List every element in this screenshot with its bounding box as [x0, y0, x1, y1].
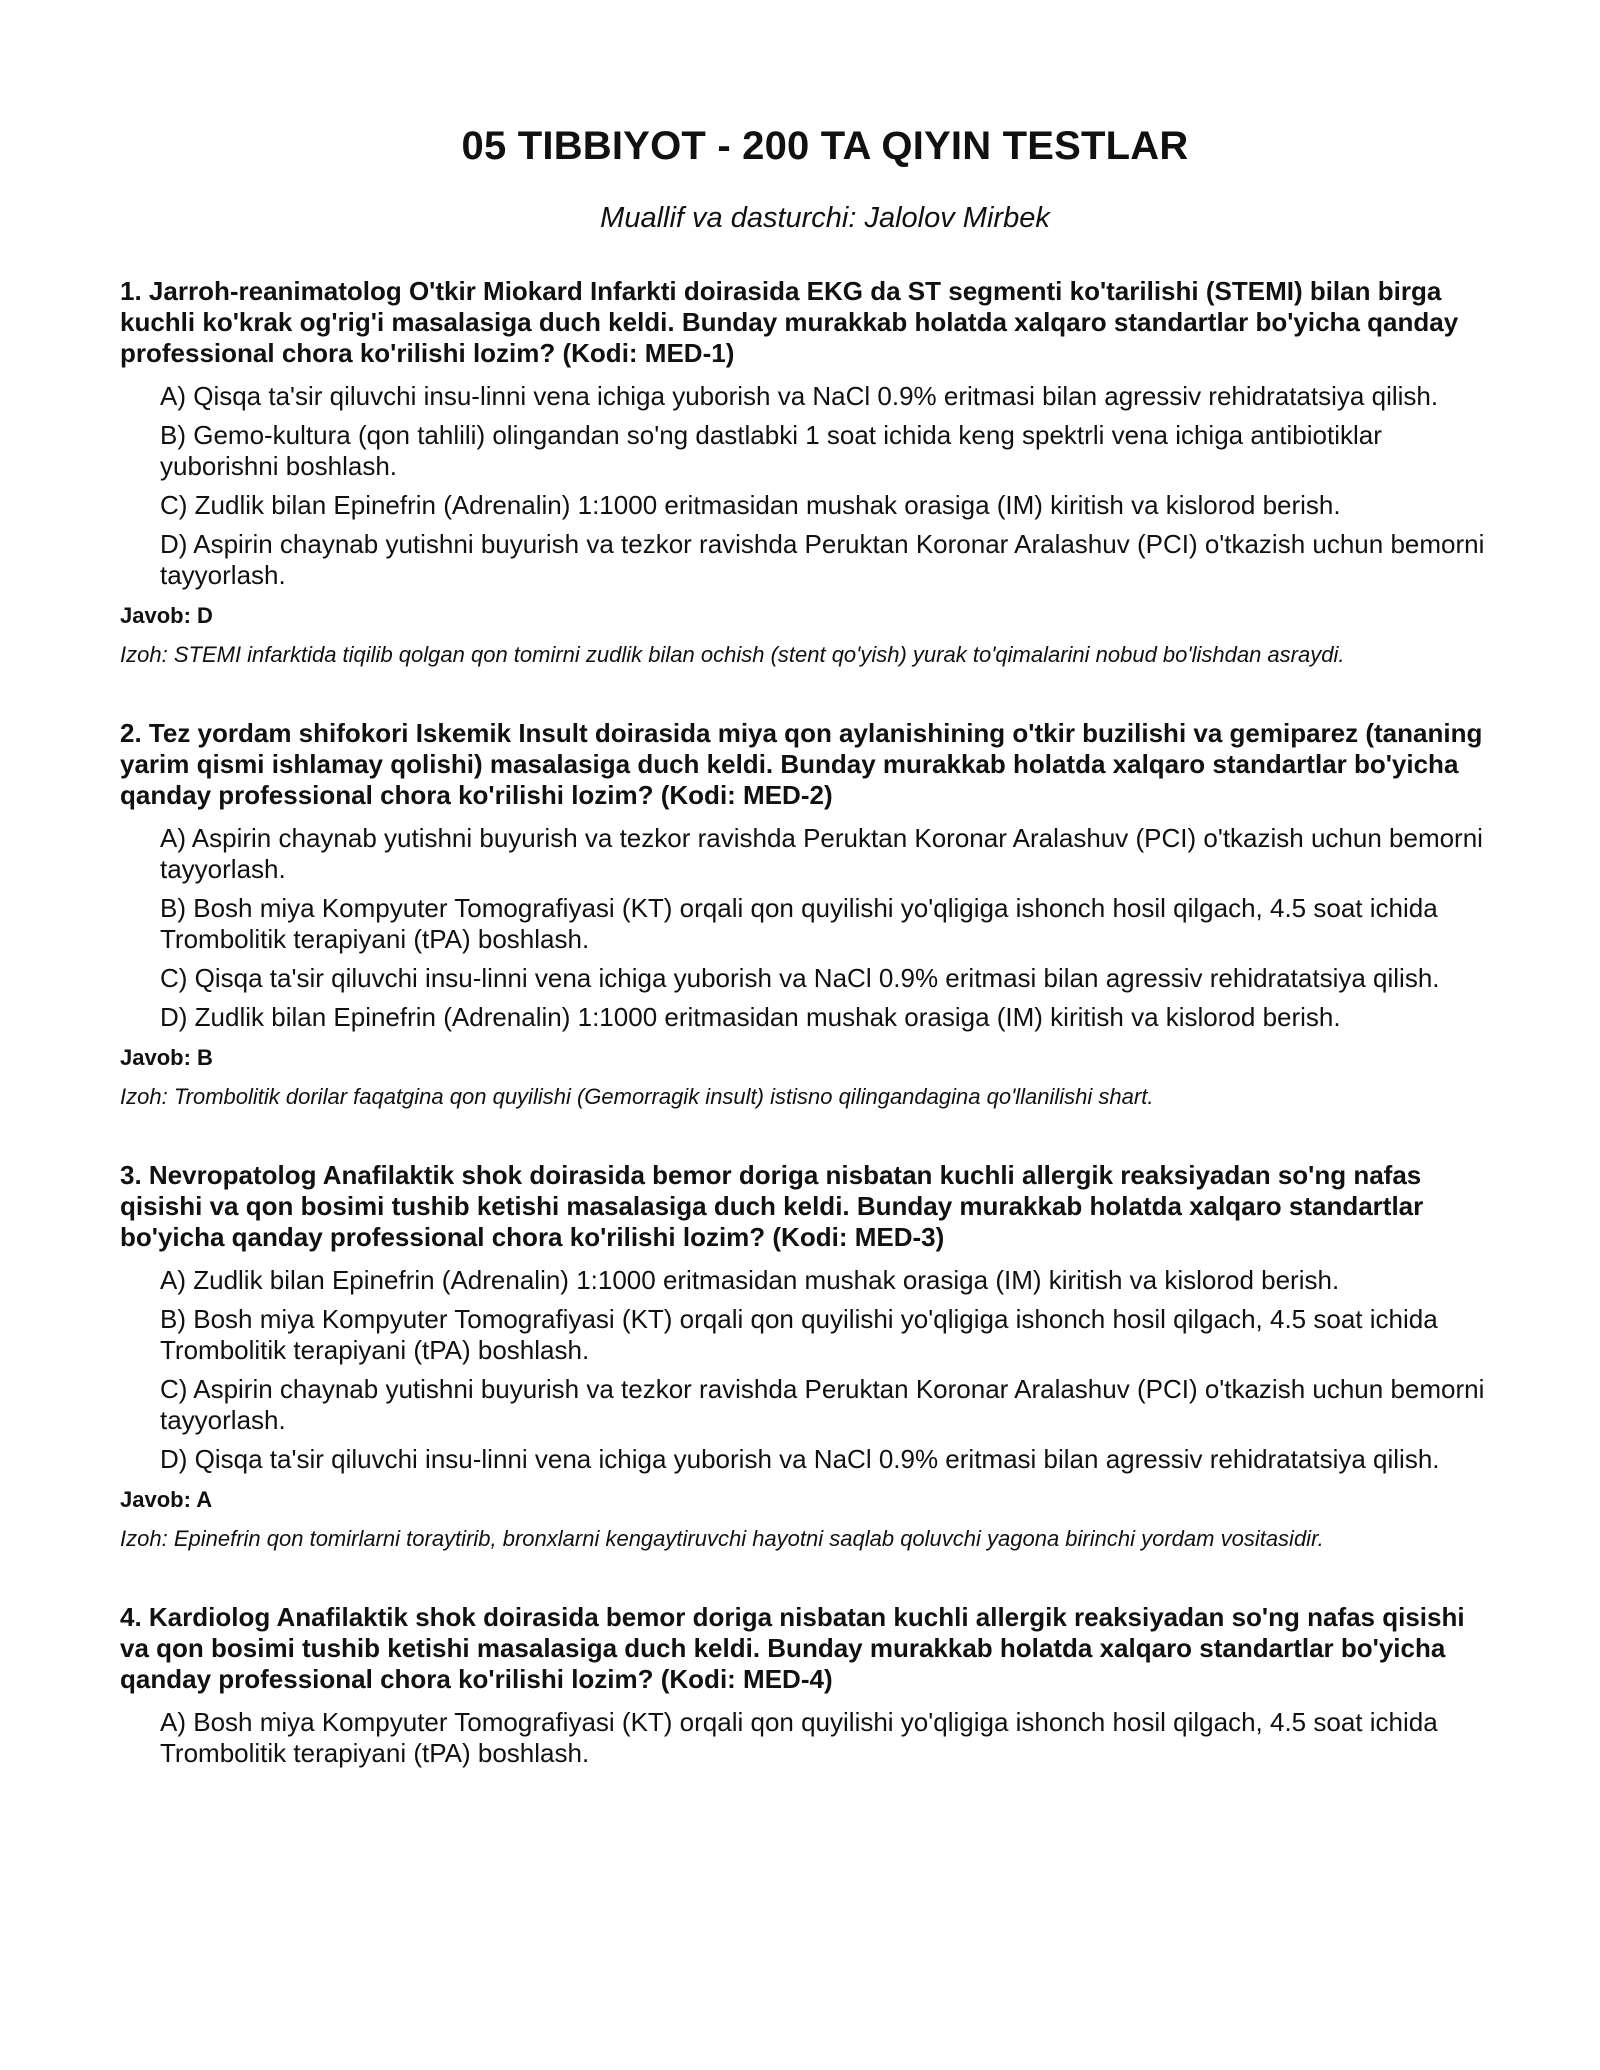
option-b: B) Bosh miya Kompyuter Tomografiyasi (KT) orqali qon quyilishi yo'qligiga ishonch hosil qilgach, 4.5 soat ichida Trombolitik terapiyani (tPA) boshlash. — [160, 1304, 1438, 1365]
option-b: B) Bosh miya Kompyuter Tomografiyasi (KT) orqali qon quyilishi yo'qligiga ishonch hosil qilgach, 4.5 soat ichida Trombolitik terapiyani (tPA) boshlash. — [160, 893, 1438, 954]
answer-label: Javob: — [120, 1487, 191, 1512]
question-text: 1. Jarroh-reanimatolog O'tkir Miokard Infarkti doirasida EKG da ST segmenti ko'tarilishi (STEMI) bilan birga kuchli ko'krak og'rig'i masalasiga duch keldi. Bunday murakkab holatda xalqaro standartlar bo'yicha qanday professional chora ko'rilishi lozim? (Kodi: MED-1) — [120, 276, 1459, 368]
option-list — [160, 1707, 1490, 1769]
option-b: B) Gemo-kultura (qon tahlili) olingandan so'ng dastlabki 1 soat ichida keng spektrli vena ichiga antibiotiklar yuborishni boshlash. — [160, 420, 1382, 481]
option-a: A) Aspirin chaynab yutishni buyurish va tezkor ravishda Peruktan Koronar Aralashuv (PCI) o'tkazish uchun bemorni tayyorlash. — [160, 823, 1483, 884]
answer-value: A — [196, 1487, 213, 1512]
answer-line — [120, 601, 1490, 631]
question-text: 4. Kardiolog Anafilaktik shok doirasida bemor doriga nisbatan kuchli allergik reaksiyadan so'ng nafas qisishi va qon bosimi tushib ketishi masalasiga duch keldi. Bunday murakkab holatda xalqaro standartlar bo'yicha qanday professional chora ko'rilishi lozim? (Kodi: MED-4) — [120, 1602, 1465, 1694]
explanation-label: Izoh: — [120, 1526, 168, 1551]
option-d: D) Zudlik bilan Epinefrin (Adrenalin) 1:1000 eritmasidan mushak orasiga (IM) kiritish va kislorod berish. — [160, 1002, 1341, 1032]
document-title: 05 TIBBIYOT - 200 TA QIYIN TESTLAR — [461, 124, 1189, 168]
answer-line — [120, 1043, 1490, 1073]
option-a: A) Bosh miya Kompyuter Tomografiyasi (KT) orqali qon quyilishi yo'qligiga ishonch hosil qilgach, 4.5 soat ichida Trombolitik terapiyani (tPA) boshlash. — [160, 1707, 1438, 1768]
answer-value: D — [197, 603, 213, 628]
answer-line — [120, 1485, 1490, 1515]
explanation-text: STEMI infarktida tiqilib qolgan qon tomirni zudlik bilan ochish (stent qo'yish) yurak to'qimalarini nobud bo'lishdan asraydi. — [173, 642, 1345, 667]
option-a: A) Zudlik bilan Epinefrin (Adrenalin) 1:1000 eritmasidan mushak orasiga (IM) kiritish va kislorod berish. — [160, 1265, 1340, 1295]
question-text: 2. Tez yordam shifokori Iskemik Insult doirasida miya qon aylanishining o'tkir buzilishi va gemiparez (tananing yarim qismi ishlamay qolishi) masalasiga duch keldi. Bunday murakkab holatda xalqaro standartlar bo'yicha qanday professional chora ko'rilishi lozim? (Kodi: MED-2) — [120, 718, 1483, 810]
answer-label: Javob: — [120, 1045, 191, 1070]
option-list — [160, 381, 1490, 591]
explanation-line — [120, 1081, 1490, 1112]
option-d: D) Qisqa ta'sir qiluvchi insu-linni vena ichiga yuborish va NaCl 0.9% eritmasi bilan agressiv rehidratatsiya qilish. — [160, 1444, 1440, 1474]
question-text: 3. Nevropatolog Anafilaktik shok doirasida bemor doriga nisbatan kuchli allergik reaksiyadan so'ng nafas qisishi va qon bosimi tushib ketishi masalasiga duch keldi. Bunday murakkab holatda xalqaro standartlar bo'yicha qanday professional chora ko'rilishi lozim? (Kodi: MED-3) — [120, 1160, 1424, 1252]
option-list — [160, 823, 1490, 1033]
answer-value: B — [197, 1045, 213, 1070]
question-list — [120, 276, 1490, 1769]
explanation-line — [120, 1523, 1490, 1554]
explanation-text: Epinefrin qon tomirlarni toraytirib, bronxlarni kengaytiruvchi hayotni saqlab qoluvchi yagona birinchi yordam vositasidir. — [173, 1526, 1324, 1551]
explanation-label: Izoh: — [120, 1084, 168, 1109]
document-page — [120, 118, 1490, 1817]
option-list — [160, 1265, 1490, 1475]
question-item — [120, 1602, 1490, 1769]
question-item — [120, 276, 1490, 670]
document-author: Muallif va dasturchi: Jalolov Mirbek — [600, 202, 1050, 234]
question-item — [120, 1160, 1490, 1554]
answer-label: Javob: — [120, 603, 191, 628]
explanation-text: Trombolitik dorilar faqatgina qon quyilishi (Gemorragik insult) istisno qilingandagina qo'llanilishi shart. — [173, 1084, 1154, 1109]
option-d: D) Aspirin chaynab yutishni buyurish va tezkor ravishda Peruktan Koronar Aralashuv (PCI) o'tkazish uchun bemorni tayyorlash. — [160, 529, 1485, 590]
option-c: C) Zudlik bilan Epinefrin (Adrenalin) 1:1000 eritmasidan mushak orasiga (IM) kiritish va kislorod berish. — [160, 490, 1341, 520]
question-item — [120, 718, 1490, 1112]
option-a: A) Qisqa ta'sir qiluvchi insu-linni vena ichiga yuborish va NaCl 0.9% eritmasi bilan agressiv rehidratatsiya qilish. — [160, 381, 1439, 411]
explanation-label: Izoh: — [120, 642, 168, 667]
option-c: C) Aspirin chaynab yutishni buyurish va tezkor ravishda Peruktan Koronar Aralashuv (PCI) o'tkazish uchun bemorni tayyorlash. — [160, 1374, 1485, 1435]
explanation-line — [120, 639, 1490, 670]
option-c: C) Qisqa ta'sir qiluvchi insu-linni vena ichiga yuborish va NaCl 0.9% eritmasi bilan agressiv rehidratatsiya qilish. — [160, 963, 1440, 993]
